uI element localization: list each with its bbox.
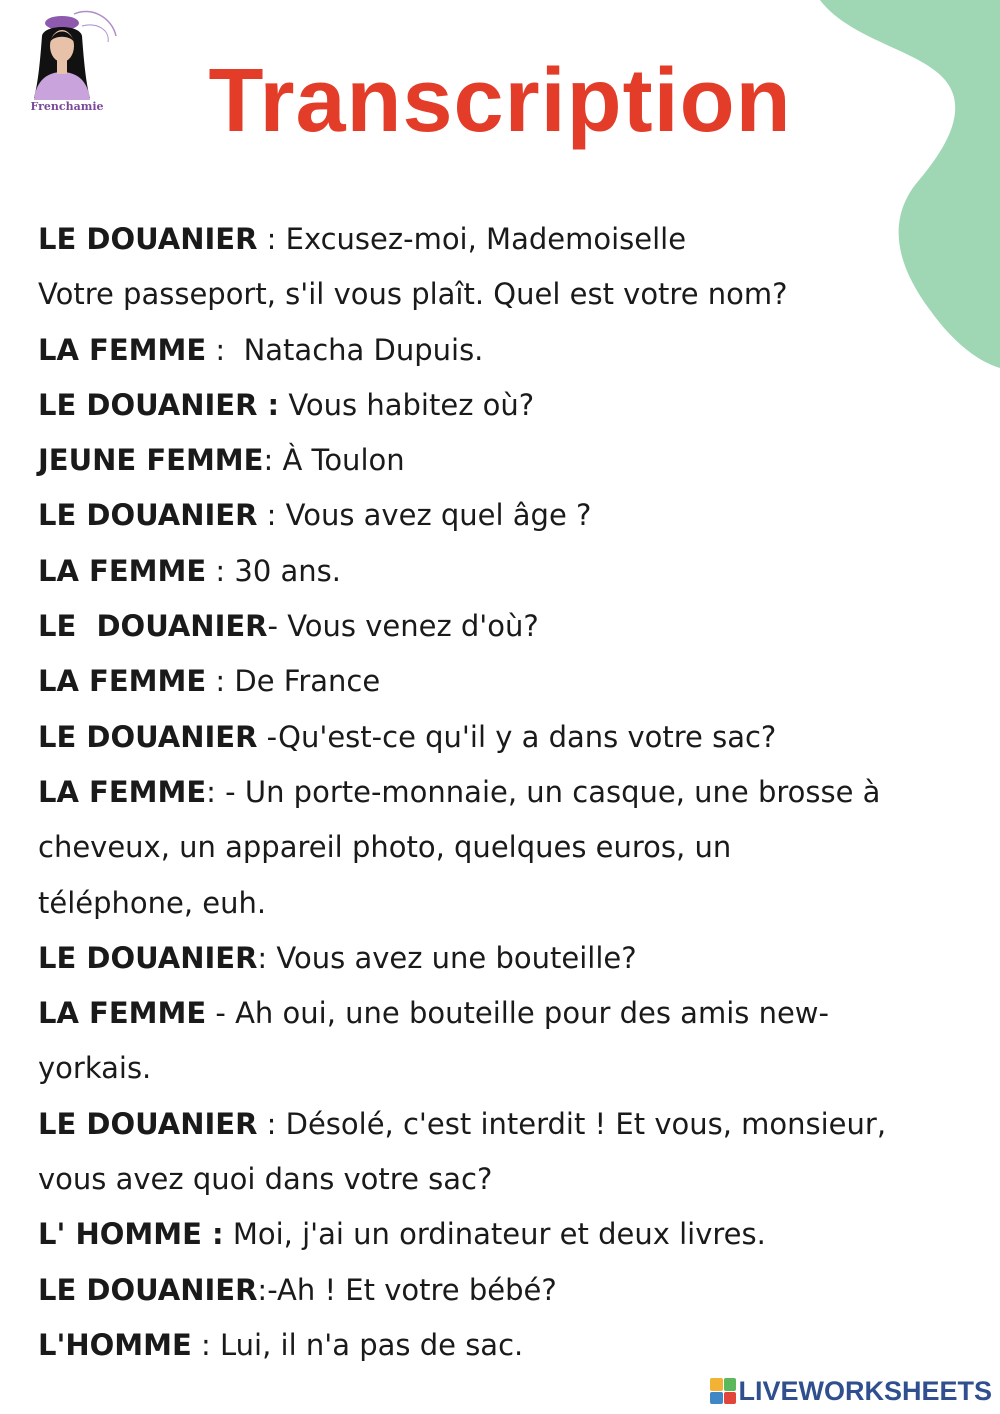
dialogue-line: [38, 323, 968, 378]
dialogue-line: [38, 488, 968, 543]
line-text: :-Ah ! Et votre bébé?: [257, 1272, 557, 1307]
speaker-name: LE DOUANIER: [38, 222, 258, 256]
line-text: téléphone, euh.: [38, 885, 267, 920]
dialogue-line: [38, 986, 968, 1041]
dialogue-line: [38, 710, 968, 765]
line-text: Votre passeport, s'il vous plaît. Quel est votre nom?: [38, 277, 788, 312]
speaker-name: JEUNE FEMME: [38, 443, 264, 478]
dialogue-line: [38, 1152, 968, 1207]
speaker-name: LA FEMME: [38, 332, 207, 367]
line-text: : Lui, il n'a pas de sac.: [191, 1327, 524, 1362]
line-text: vous avez quoi dans votre sac?: [38, 1162, 493, 1197]
speaker-name: LE DOUANIER: [38, 1272, 258, 1307]
dialogue-line: [38, 599, 968, 654]
speaker-name: LA FEMME: [38, 774, 207, 809]
liveworksheets-footer[interactable]: [710, 1376, 992, 1406]
line-text: - Vous venez d'où?: [267, 609, 539, 644]
dialogue-line: [38, 433, 968, 488]
dialogue-line: [38, 1097, 968, 1152]
dialogue-line: [38, 378, 968, 433]
line-text: cheveux, un appareil photo, quelques euros, un: [38, 830, 732, 865]
liveworksheets-logo-icon: [710, 1378, 736, 1404]
line-text: - Ah oui, une bouteille pour des amis new-: [206, 996, 829, 1031]
dialogue-line: [38, 1263, 968, 1318]
line-text: : Vous avez quel âge ?: [257, 498, 592, 533]
dialogue-line: [38, 931, 968, 986]
line-text: Moi, j'ai un ordinateur et deux livres.: [223, 1217, 766, 1252]
logo-text: Frenchamie: [30, 100, 104, 113]
line-text: : - Un porte-monnaie, un casque, une brosse à: [206, 774, 881, 809]
speaker-name: LE DOUANIER: [38, 940, 258, 975]
dialogue-line: [38, 267, 968, 322]
dialogue-line: [38, 212, 968, 267]
line-text: Vous habitez où?: [279, 387, 535, 422]
speaker-name: LA FEMME: [38, 553, 207, 588]
speaker-name: LA FEMME: [38, 664, 207, 699]
line-text: : 30 ans.: [206, 553, 341, 588]
footer-brand-text: LIVEWORKSHEETS: [738, 1375, 992, 1406]
speaker-name: LE DOUANIER: [38, 1106, 258, 1141]
line-text: : Désolé, c'est interdit ! Et vous, monsieur,: [257, 1106, 887, 1141]
page-title: Transcription: [208, 51, 792, 151]
line-text: : Natacha Dupuis.: [206, 332, 484, 367]
line-text: : Excusez-moi, Mademoiselle: [257, 222, 687, 256]
speaker-name: LE DOUANIER: [38, 719, 258, 754]
dialogue-transcript: [38, 212, 968, 1373]
line-text: yorkais.: [38, 1051, 152, 1086]
speaker-name: LE DOUANIER :: [38, 387, 280, 422]
speaker-name: LA FEMME: [38, 996, 207, 1031]
line-text: : De France: [206, 664, 381, 699]
speaker-name: L'HOMME: [38, 1327, 192, 1362]
dialogue-line: [38, 654, 968, 709]
speaker-name: LE DOUANIER: [38, 498, 258, 533]
line-text: : À Toulon: [263, 443, 405, 478]
dialogue-line: [38, 1318, 968, 1373]
speaker-name: L' HOMME :: [38, 1217, 224, 1252]
line-text: : Vous avez une bouteille?: [257, 940, 637, 975]
speaker-name: LE DOUANIER: [38, 609, 268, 644]
dialogue-line: [38, 544, 968, 599]
line-text: -Qu'est-ce qu'il y a dans votre sac?: [257, 719, 777, 754]
dialogue-line: [38, 820, 968, 875]
dialogue-line: [38, 1041, 968, 1096]
dialogue-line: [38, 876, 968, 931]
dialogue-line: [38, 765, 968, 820]
dialogue-line: [38, 1207, 968, 1262]
